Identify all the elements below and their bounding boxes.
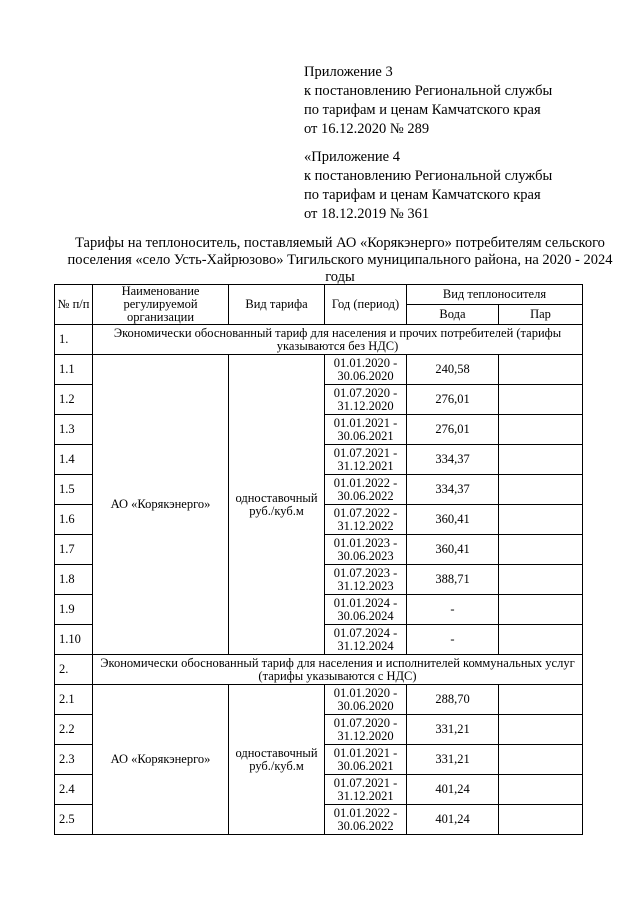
steam-value-cell	[499, 625, 583, 655]
period-cell: 01.01.2020 - 30.06.2020	[325, 355, 407, 385]
water-value-cell: 331,21	[407, 715, 499, 745]
period-cell: 01.07.2022 - 31.12.2022	[325, 505, 407, 535]
water-value-cell: 276,01	[407, 415, 499, 445]
table-body	[55, 325, 583, 835]
section-title: Экономически обоснованный тариф для населения и прочих потребителей (тарифы указываются без НДС)	[93, 325, 583, 355]
row-num: 2.5	[55, 805, 93, 835]
appendix-4-block	[304, 148, 552, 224]
organization-cell: АО «Корякэнерго»	[93, 355, 229, 655]
steam-value-cell	[499, 385, 583, 415]
row-num: 1.5	[55, 475, 93, 505]
header-period: Год (период)	[325, 285, 407, 325]
row-num: 2.4	[55, 775, 93, 805]
appendix-4-line: «Приложение 4	[304, 149, 400, 165]
steam-value-cell	[499, 595, 583, 625]
row-num: 1.10	[55, 625, 93, 655]
appendix-4-line: от 18.12.2019 № 361	[304, 206, 430, 222]
water-value-cell: 334,37	[407, 445, 499, 475]
row-num: 1.1	[55, 355, 93, 385]
appendix-3-block	[304, 63, 552, 139]
steam-value-cell	[499, 535, 583, 565]
appendix-3-line: по тарифам и ценам Камчатского края	[304, 102, 541, 118]
water-value-cell: -	[407, 595, 499, 625]
steam-value-cell	[499, 415, 583, 445]
row-num: 1.7	[55, 535, 93, 565]
water-value-cell: 331,21	[407, 745, 499, 775]
row-num: 1.4	[55, 445, 93, 475]
header-steam: Пар	[499, 305, 583, 325]
steam-value-cell	[499, 775, 583, 805]
steam-value-cell	[499, 445, 583, 475]
table-row	[55, 685, 583, 715]
period-cell: 01.07.2023 - 31.12.2023	[325, 565, 407, 595]
appendix-4-line: по тарифам и ценам Камчатского края	[304, 187, 541, 203]
period-cell: 01.07.2021 - 31.12.2021	[325, 445, 407, 475]
water-value-cell: 334,37	[407, 475, 499, 505]
water-value-cell: 388,71	[407, 565, 499, 595]
period-cell: 01.07.2020 - 31.12.2020	[325, 715, 407, 745]
water-value-cell: 401,24	[407, 775, 499, 805]
period-cell: 01.01.2021 - 30.06.2021	[325, 415, 407, 445]
document-title: Тарифы на теплоноситель, поставляемый АО «Корякэнерго» потребителям сельского поселения «село Усть-Хайрюзово» Тигильского муниципального района, на 2020 - 2024 годы	[67, 235, 613, 285]
row-num: 1.6	[55, 505, 93, 535]
steam-value-cell	[499, 565, 583, 595]
water-value-cell: 288,70	[407, 685, 499, 715]
section-num: 2.	[55, 655, 93, 685]
row-num: 2.2	[55, 715, 93, 745]
header-organization: Наименование регулируемой организации	[93, 285, 229, 325]
row-num: 2.1	[55, 685, 93, 715]
steam-value-cell	[499, 715, 583, 745]
row-num: 1.3	[55, 415, 93, 445]
water-value-cell: -	[407, 625, 499, 655]
water-value-cell: 401,24	[407, 805, 499, 835]
header-tariff-type: Вид тарифа	[229, 285, 325, 325]
water-value-cell: 360,41	[407, 535, 499, 565]
water-value-cell: 360,41	[407, 505, 499, 535]
section-title: Экономически обоснованный тариф для населения и исполнителей коммунальных услуг (тарифы указываются с НДС)	[93, 655, 583, 685]
tariff-table	[54, 284, 583, 835]
row-num: 2.3	[55, 745, 93, 775]
steam-value-cell	[499, 355, 583, 385]
period-cell: 01.07.2024 - 31.12.2024	[325, 625, 407, 655]
steam-value-cell	[499, 745, 583, 775]
header-water: Вода	[407, 305, 499, 325]
period-cell: 01.01.2024 - 30.06.2024	[325, 595, 407, 625]
header-num: № п/п	[55, 285, 93, 325]
steam-value-cell	[499, 805, 583, 835]
section-row	[55, 325, 583, 355]
steam-value-cell	[499, 475, 583, 505]
appendix-3-line: от 16.12.2020 № 289	[304, 121, 430, 137]
appendix-4-line: к постановлению Региональной службы	[304, 168, 553, 184]
section-num: 1.	[55, 325, 93, 355]
row-num: 1.8	[55, 565, 93, 595]
period-cell: 01.01.2023 - 30.06.2023	[325, 535, 407, 565]
row-num: 1.2	[55, 385, 93, 415]
water-value-cell: 276,01	[407, 385, 499, 415]
table-row	[55, 355, 583, 385]
tariff-type-cell: одноставочный руб./куб.м	[229, 685, 325, 835]
water-value-cell: 240,58	[407, 355, 499, 385]
period-cell: 01.07.2020 - 31.12.2020	[325, 385, 407, 415]
appendix-3-line: Приложение 3	[304, 64, 393, 80]
steam-value-cell	[499, 685, 583, 715]
steam-value-cell	[499, 505, 583, 535]
period-cell: 01.01.2022 - 30.06.2022	[325, 805, 407, 835]
period-cell: 01.01.2021 - 30.06.2021	[325, 745, 407, 775]
period-cell: 01.01.2020 - 30.06.2020	[325, 685, 407, 715]
period-cell: 01.07.2021 - 31.12.2021	[325, 775, 407, 805]
row-num: 1.9	[55, 595, 93, 625]
header-carrier-type: Вид теплоносителя	[407, 285, 583, 305]
organization-cell: АО «Корякэнерго»	[93, 685, 229, 835]
tariff-type-cell: одноставочный руб./куб.м	[229, 355, 325, 655]
section-row	[55, 655, 583, 685]
period-cell: 01.01.2022 - 30.06.2022	[325, 475, 407, 505]
appendix-3-line: к постановлению Региональной службы	[304, 83, 553, 99]
